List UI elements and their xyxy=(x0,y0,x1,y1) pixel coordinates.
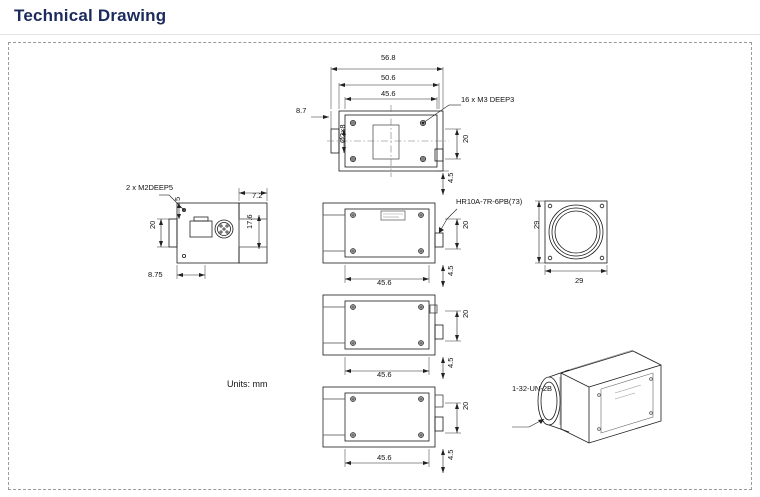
dimension-label: 20 xyxy=(461,134,470,143)
dimension-label: 50.6 xyxy=(381,73,396,82)
dimension-label: HR10A-7R-6PB(73) xyxy=(456,197,523,206)
dimension-label: 45.6 xyxy=(381,89,396,98)
dimension-label: 16 x M3 DEEP3 xyxy=(461,95,515,104)
dimension-label: 8.7 xyxy=(296,106,307,115)
page-title: Technical Drawing xyxy=(14,6,167,25)
dimension-label: 8.75 xyxy=(148,270,163,279)
dimension-label: 2 x M2DEEP5 xyxy=(126,183,174,192)
dimension-label: 56.8 xyxy=(381,53,396,62)
dimension-label: 20 xyxy=(148,220,157,229)
dimension-label: Ø2×8 xyxy=(338,124,347,143)
dimension-label: 45.6 xyxy=(377,370,392,379)
dimension-label: 7.2 xyxy=(252,191,263,200)
dimension-label: 4.5 xyxy=(446,265,455,276)
dimension-label: 20 xyxy=(461,220,470,229)
dimension-label: 29 xyxy=(575,276,584,285)
dimension-label: 5 xyxy=(173,196,182,201)
units-note: Units: mm xyxy=(227,379,268,389)
dimension-label: 20 xyxy=(461,309,470,318)
drawing-stage xyxy=(9,43,753,491)
dimension-label: 20 xyxy=(461,401,470,410)
dimension-label: 45.6 xyxy=(377,278,392,287)
technical-drawing-frame xyxy=(8,42,752,490)
dimension-label: 45.6 xyxy=(377,453,392,462)
drawing-vector xyxy=(9,43,753,491)
dimension-label: 4.5 xyxy=(446,449,455,460)
dimension-label: 4.5 xyxy=(446,172,455,183)
dimension-label: 29 xyxy=(532,220,541,229)
dimension-label: 17.6 xyxy=(245,214,254,229)
dimension-label: 4.5 xyxy=(446,357,455,368)
dimension-label: 1-32-UN-2B xyxy=(512,384,553,393)
title-divider xyxy=(0,34,760,35)
